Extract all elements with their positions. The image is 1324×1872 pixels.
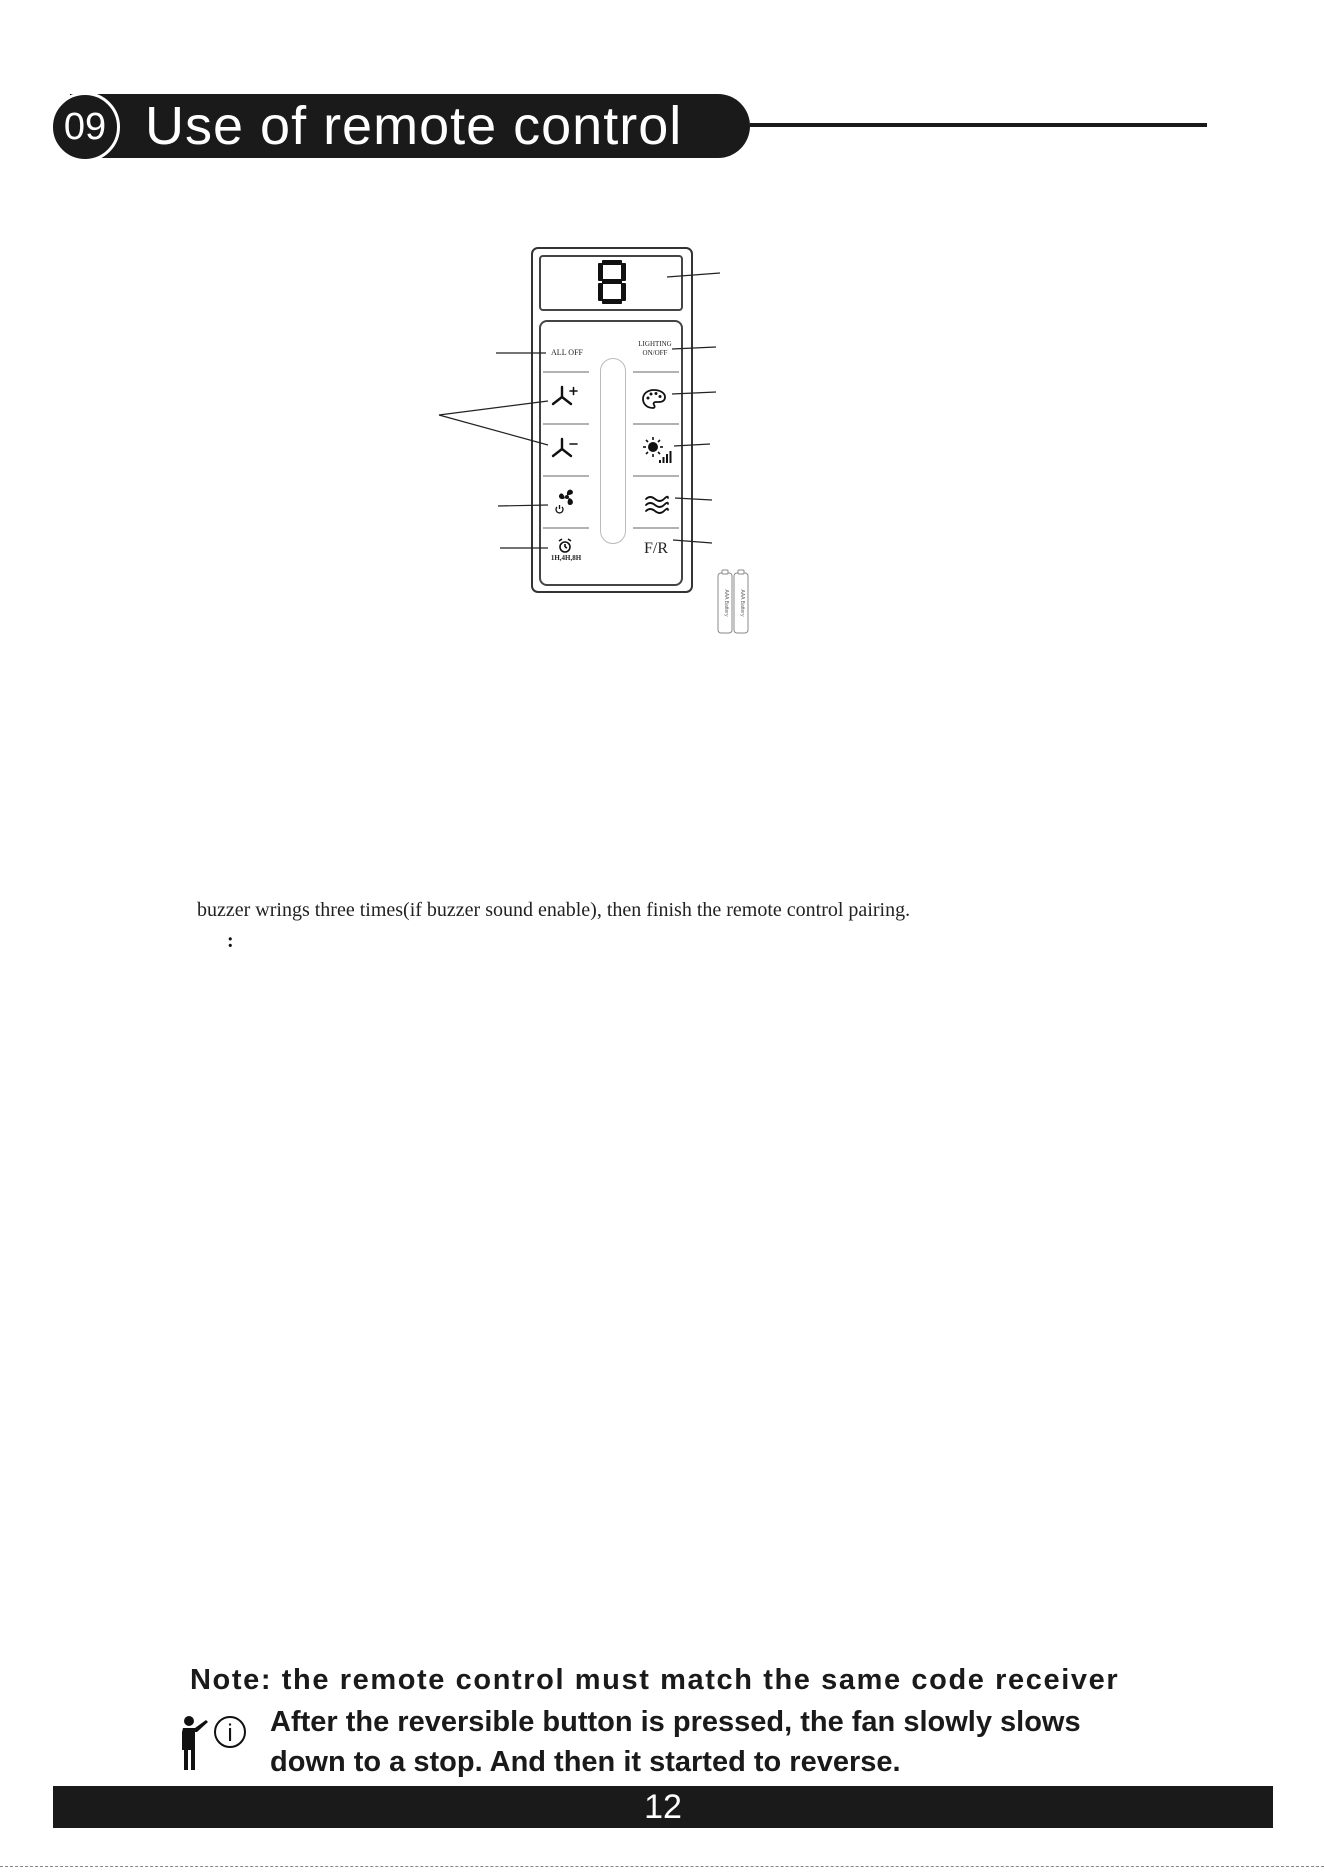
section-number-badge: 09 [50,92,120,162]
info-note-line1: After the reversible button is pressed, the fan slowly slows [270,1706,1081,1738]
page-bottom-dashed-rule [0,1866,1324,1867]
timer-label: 1H,4H,8H [550,554,582,562]
forward-reverse-button[interactable]: F/R [643,540,668,557]
battery-label-right: AAA Battery [739,589,745,617]
battery-label-left: AAA Battery [723,589,729,617]
callout-lines [0,0,1324,700]
info-note [270,1702,1081,1782]
info-presenter-icon [176,1712,252,1772]
page-number: 12 [644,1788,682,1826]
all-off-button[interactable]: ALL OFF [551,348,583,357]
lighting-label-line1: LIGHTING [638,340,672,348]
info-note-line2: down to a stop. And then it started to reverse. [270,1746,901,1778]
lighting-label-line2: ON/OFF [642,349,668,357]
svg-text:i: i [227,1720,233,1747]
stray-colon: : [227,930,234,952]
note-matching-code: Note: the remote control must match the same code receiver [190,1664,1120,1696]
pairing-instruction-text: buzzer wrings three times(if buzzer sound enable), then finish the remote control pairing. [197,899,911,921]
page-number-bar [53,1786,1273,1828]
section-title: Use of remote control [145,96,683,156]
aaa-batteries-icon [716,569,750,637]
